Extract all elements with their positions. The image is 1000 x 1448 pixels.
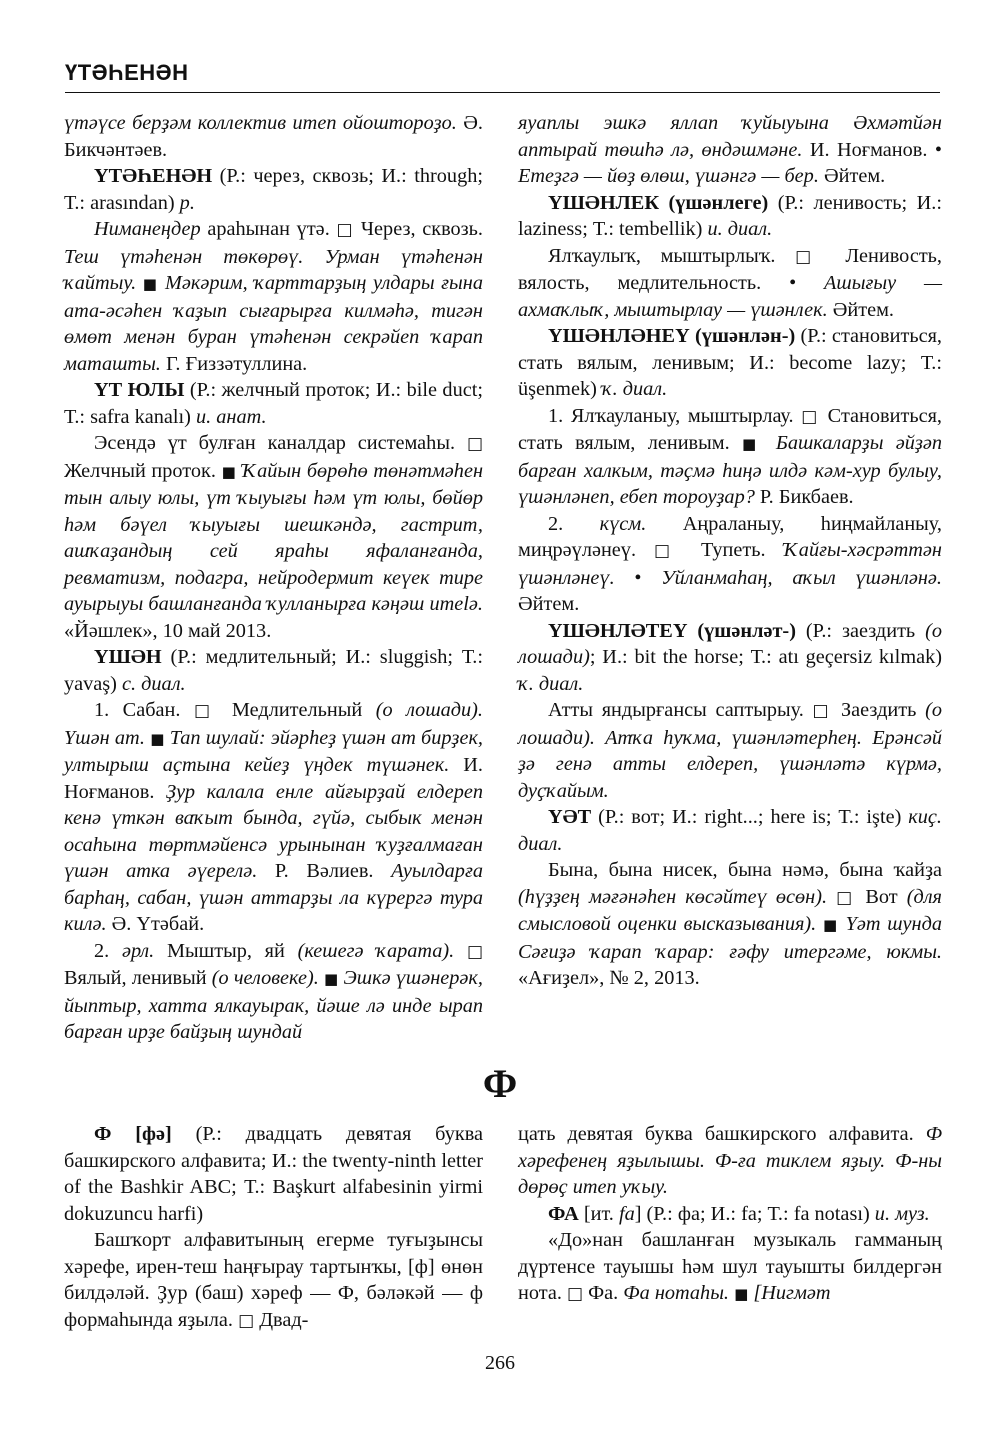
text: (Р.: вот; И.: right...; here is; Т.: işte): [591, 806, 909, 828]
entry-paragraph: [518, 190, 942, 243]
text: 2.: [548, 512, 600, 535]
entry-paragraph: [64, 697, 483, 938]
text: Атты яндырғансы саптырыу.: [548, 699, 813, 721]
right-column: [518, 110, 942, 992]
headword: ҮШӘН: [94, 646, 162, 668]
entry-paragraph: [64, 1121, 483, 1227]
text: (Р.: ленивость; И.: laziness; Т.: tembellik): [518, 191, 942, 240]
text: Фа.: [583, 1282, 624, 1304]
entry-paragraph: [518, 1121, 942, 1201]
text: [ит.: [578, 1202, 619, 1225]
filled-square-icon: ■: [324, 970, 339, 988]
empty-square-icon: □: [466, 941, 484, 962]
italic-text: Мәкәрим, ҡарттарҙың улдары ғына ата-әсәһен ҡаҙып сығарырға килмәһә, тигән өмөт менән буран үтәһенән секрәйеп ҡарап маташты.: [64, 272, 483, 375]
text: Ә. Бикчәнтәев.: [64, 112, 483, 161]
running-head: ҮТӘҺЕНӘН: [65, 60, 189, 85]
empty-square-icon: □: [466, 434, 483, 454]
italic-text: үтәүсе берҙәм коллектив итеп ойоштороҙо.: [64, 112, 457, 134]
italic-text: с. диал.: [122, 672, 186, 695]
text: Ленивость, вялость, медлительность. •: [518, 244, 943, 294]
italic-text: и. муз.: [874, 1202, 930, 1225]
empty-square-icon: □: [836, 887, 857, 908]
entry-paragraph: [518, 804, 942, 857]
text: [816, 913, 823, 935]
text: Медлительный: [218, 699, 376, 721]
text: 1. Ялҡауланыу, мыштырлау.: [548, 404, 802, 427]
text: Ә. Үтәбай.: [106, 913, 205, 935]
text: Ялҡаулыҡ, мыштырлыҡ.: [548, 244, 796, 267]
text: И. Ноғманов. •: [802, 138, 942, 161]
italic-text: Етеҙгә — йөҙ өлөш, үшәнгә — бер.: [518, 165, 819, 187]
right-column-lower: [518, 1121, 942, 1308]
text: (Р.: становиться, стать вялым, ленивым; И.: become lazy; Т.: üşenmek): [518, 325, 942, 400]
italic-text: Теш үтәһенән төкөрөү. Урман үтәһенән ҡайтыу.: [64, 245, 483, 294]
italic-text: и. анат.: [196, 405, 267, 428]
italic-text: (о лошади). Үшән ат.: [64, 699, 483, 749]
empty-square-icon: □: [193, 701, 219, 721]
headword: Ф [фә]: [94, 1123, 172, 1145]
header-rule: [65, 92, 940, 93]
text: Вот: [856, 885, 907, 908]
entry-paragraph: [64, 1227, 483, 1334]
headword: ҮШӘНЛЕК (үшәнлеге): [548, 191, 769, 214]
text: араһынан үтә.: [200, 218, 337, 240]
entry-paragraph: [518, 697, 942, 804]
text: Заездить: [832, 699, 926, 721]
text: 2.: [94, 939, 122, 962]
text: Мыштыр, яй: [154, 939, 298, 962]
entry-paragraph: [518, 323, 942, 403]
text: Эсендә үт булған каналдар системаһы.: [94, 432, 467, 454]
italic-text: Эшкә үшәнерәк, йыптыр, хатта ялкауырак, йәше лә инде ырап барған ирҙе байҙың шундай: [64, 967, 483, 1043]
entry-paragraph: [64, 430, 483, 644]
text: (Р.: через, сквозь; И.: through; Т.: arasından): [64, 165, 483, 214]
entry-paragraph: [518, 1227, 942, 1308]
italic-text: [Нигмәт: [753, 1282, 831, 1304]
entry-paragraph: [518, 110, 942, 190]
text: «Йәшлек», 10 май 2013.: [64, 619, 272, 642]
text: Әйтем.: [818, 165, 886, 187]
entry-paragraph: [64, 163, 483, 216]
italic-text: ҡ. диал.: [518, 672, 584, 695]
text: [764, 432, 776, 454]
empty-square-icon: □: [336, 220, 355, 240]
italic-text: Тап шулай: эйәрһеҙ үшән ат бирҙек, ултырыш аҫтына кейеҙ үңдек түшәнек.: [64, 726, 484, 776]
text: Башҡорт алфавитының егерме туғыҙынсы хәрефе, ирен-теш һаңғырау тартынҡы, [ф] өнөн билдәләй. Ҙур (баш) хәреф — Ф, бәләкәй — ф формаһында яҙыла.: [64, 1229, 483, 1331]
filled-square-icon: ■: [742, 435, 764, 453]
italic-text: (кешегә ҡарата).: [297, 939, 455, 962]
text: Бына, бына нисек, бына нәмә, бына ҡайҙа: [548, 859, 942, 881]
italic-text: и. диал.: [707, 218, 773, 240]
text: Әйтем.: [827, 298, 894, 321]
italic-text: р.: [179, 191, 195, 214]
italic-text: Ниманеңдер: [94, 218, 201, 240]
italic-text: Ҙур калала енле айғырҙай елдереп кенә үткән ваҡыт бында, гүйә, сыбык менән осаһына төртмәйенсә урынынан ҡуҙғалмаған үшән атка әүерелә.: [64, 780, 483, 882]
text: Әйтем.: [518, 593, 580, 615]
text: (Р.: желчный проток; И.: bile duct; Т.: safra kanalı): [64, 379, 483, 428]
italic-text: Башкаларҙы әйҙәп барған халкым, тәҫмә һиңә илдә кәм-хур булыу, үшәнләнеп, ебеп тороуҙар?: [518, 432, 942, 508]
italic-text: Ҡайғы-хәсрәттән үшәнләнеү.: [518, 539, 942, 589]
italic-text: fa: [618, 1202, 635, 1225]
text: [839, 913, 846, 935]
text: Р. Вәлиев.: [257, 860, 392, 882]
section-letter: Ф: [482, 1061, 518, 1106]
entry-paragraph: [64, 377, 483, 430]
text: ] (Р.: фа; И.: fa; Т.: fa notası): [634, 1202, 875, 1225]
italic-text: Ҡайын бөрөһө төнәтмәһен тын алыу юлы, үт ҡыуығы һәм үт юлы, бөйөр һәм бәүел ҡыуығы шешкәндә, гастрит, ашҡаҙандың сей яраһы яфаланғанда, ревматизм, подагра, нейродермит кеүек тире ауырыуы башланғанда ҡулланырға кәңәш итеlә.: [64, 459, 484, 615]
italic-text: Ауылдарға барһаң, сабан, үшән аттарҙы ла күрергә тура килә.: [64, 860, 483, 935]
entry-paragraph: [64, 110, 483, 163]
text: Становиться, стать вялым, ленивым.: [518, 404, 942, 454]
italic-text: Фа нотаһы.: [623, 1282, 730, 1304]
text: «Ағиҙел», № 2, 2013.: [518, 967, 700, 989]
filled-square-icon: ■: [822, 916, 839, 934]
italic-text: әрл.: [121, 939, 155, 962]
italic-text: яуаплы эшкә яллап ҡуйыуына Әхмәтйән аптырай төшһә лә, өндәшмәне.: [518, 112, 942, 161]
headword: ҮТ ЮЛЫ: [94, 379, 185, 401]
entry-paragraph: [64, 644, 483, 697]
italic-text: киҫ. диал.: [518, 806, 942, 855]
empty-square-icon: □: [566, 1284, 584, 1304]
italic-text: (о человеке).: [211, 967, 319, 989]
text: Г. Ғиззәтуллина.: [160, 352, 308, 375]
text: (Р.: медлительный; И.: sluggish; Т.: yavaş): [64, 646, 483, 695]
text: И. Ноғманов.: [64, 754, 483, 803]
filled-square-icon: ■: [221, 462, 237, 481]
text: Вялый, ленивый: [64, 967, 212, 989]
empty-square-icon: □: [654, 541, 684, 561]
headword: ҮШӘНЛӘТЕҮ (үшәнләт-): [548, 619, 796, 642]
text: (Р.: заездить: [795, 619, 926, 642]
entry-paragraph: [518, 511, 942, 618]
text: Двад-: [254, 1308, 309, 1331]
text: Через, сквозь.: [354, 218, 483, 240]
text: «До»нан башланған музыкаль гамманың дүртенсе тауышы һәм шул тауышты билдергән нота.: [518, 1229, 942, 1304]
text: (Р.: двадцать девятая буква башкирского алфавита; И.: the twenty-ninth letter of the Bashkir ABC; Т.: Başkurt alfabesinin yirmi dokuzuncu harfi): [64, 1123, 483, 1225]
italic-text: Ф хәрефенең яҙылышы. Ф-ға тиклем яҙыу. Ф-ны дөрөҫ итеп уҡыу.: [518, 1123, 942, 1198]
empty-square-icon: □: [238, 1310, 255, 1331]
filled-square-icon: ■: [142, 275, 159, 293]
entry-paragraph: [64, 938, 483, 1046]
italic-text: (о лошади). Атҡа һуҡма, үшәнләтерһең. Ерәнсәй ҙә генә атты елдереп, үшәнләтә күрмә, дуҫҡайым.: [518, 699, 943, 802]
italic-text: (для смысловой оценки высказывания).: [518, 885, 942, 935]
headword: ҮӘТ: [548, 806, 592, 828]
entry-paragraph: [518, 618, 942, 698]
entry-paragraph: [518, 857, 942, 992]
entry-paragraph: [64, 216, 483, 377]
italic-text: ҡ. диал.: [601, 378, 668, 400]
filled-square-icon: ■: [150, 729, 165, 748]
entry-paragraph: [518, 1201, 942, 1228]
text: 1. Сабан.: [94, 699, 194, 721]
page-number: 266: [485, 1352, 515, 1374]
italic-text: Ашығыу — ахмаҡлыҡ, мыштырлау — үшәнлек.: [518, 272, 942, 321]
entry-paragraph: [518, 243, 942, 324]
text: Тупеть.: [683, 539, 784, 561]
empty-square-icon: □: [812, 701, 833, 721]
italic-text: Уйланмаһаң, аҡыл үшәнләнә.: [661, 566, 942, 589]
text: Желчный проток.: [64, 459, 222, 482]
headword: ФА: [548, 1202, 579, 1225]
text: цать девятая буква башкирского алфавита.: [518, 1123, 926, 1145]
left-column-lower: [64, 1121, 483, 1334]
headword: ҮШӘНЛӘНЕҮ (үшәнлән-): [548, 325, 796, 347]
entry-paragraph: [518, 403, 942, 511]
text: [454, 940, 467, 962]
italic-text: (һүҙҙең мәғәнәһен көсәйтеү өсөн).: [518, 885, 828, 908]
italic-text: Үәт шунда Сәғиҙә ҡарап ҡарар: ғәфу итергәме, юкмы.: [518, 913, 942, 963]
text: [827, 886, 836, 908]
text: Р. Бикбаев.: [754, 486, 854, 508]
text: ; И.: bit the horse; Т.: atı geçersiz kılmak): [589, 646, 942, 668]
filled-square-icon: ■: [734, 1285, 749, 1303]
empty-square-icon: □: [795, 246, 826, 267]
headword: ҮТӘҺЕНӘН: [94, 165, 213, 187]
text: Аңраланыу, һиңмайланыу, миңрәүләнеү.: [518, 512, 942, 561]
italic-text: (о лошади): [518, 619, 942, 668]
left-column: [64, 110, 483, 1046]
italic-text: күсм.: [599, 512, 647, 535]
text: •: [614, 566, 662, 589]
empty-square-icon: □: [801, 406, 820, 427]
